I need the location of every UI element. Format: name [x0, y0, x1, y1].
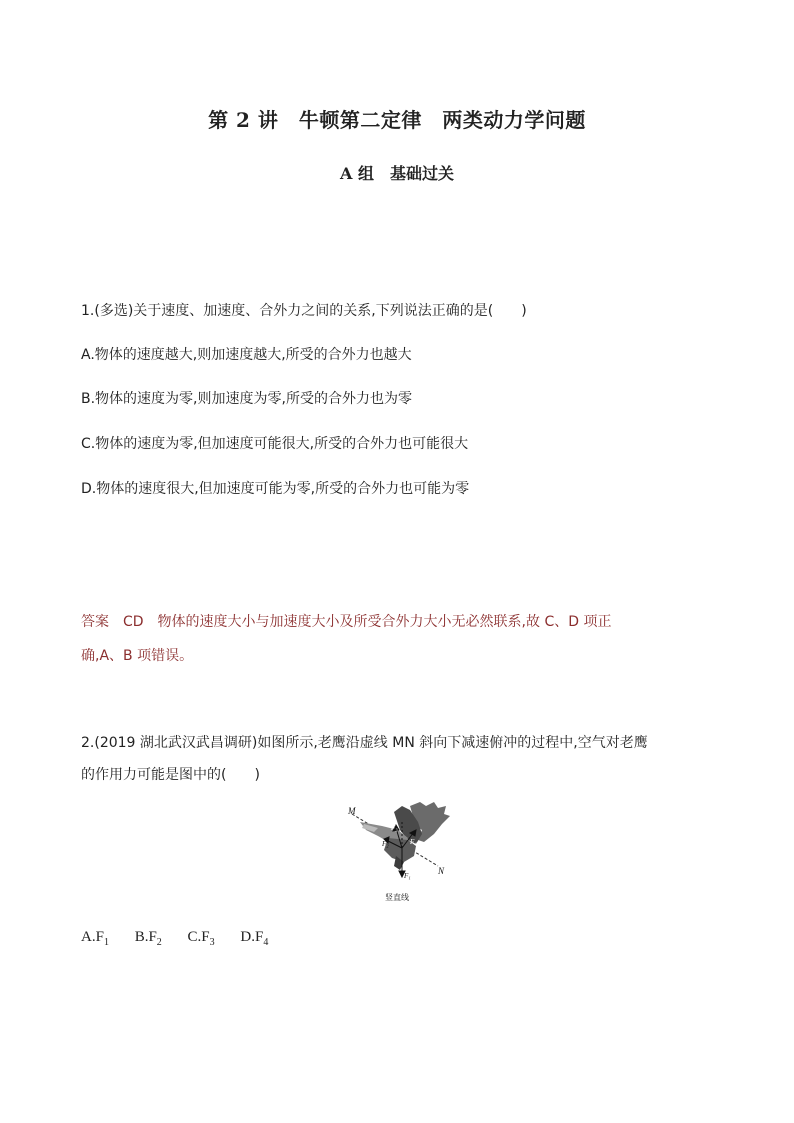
question-1-option-a: A.物体的速度越大,则加速度越大,所受的合外力也越大 — [81, 347, 412, 363]
choice-a: $A.F_1$ — [81, 929, 109, 948]
question-2-stem: 2.(2019 湖北武汉武昌调研)如图所示,老鹰沿虚线 MN 斜向下减速俯冲的过程中,空气对老鹰 — [81, 735, 648, 751]
question-1-option-b: B.物体的速度为零,则加速度为零,所受的合外力也为零 — [81, 391, 412, 407]
question-1-option-c: C.物体的速度为零,但加速度可能很大,所受的合外力也可能很大 — [81, 436, 469, 452]
choice-c: $C.F_3$ — [187, 929, 215, 948]
label-f1: F₁ — [404, 872, 411, 880]
question-2-choices — [81, 928, 290, 952]
question-2-stem-continued: 的作用力可能是图中的( ) — [81, 767, 260, 783]
choice-b: $B.F_2$ — [134, 929, 162, 948]
eagle-illustration — [360, 802, 450, 870]
question-1-option-d: D.物体的速度很大,但加速度可能为零,所受的合外力也可能为零 — [81, 481, 470, 497]
label-f3: F₃ — [391, 824, 398, 832]
question-1-answer: 答案 CD 物体的速度大小与加速度大小及所受合外力大小无必然联系,故 C、D 项正 — [81, 614, 612, 630]
vertical-line-caption: 竖直线 — [385, 893, 409, 902]
page-title: 第 2 讲 牛顿第二定律 两类动力学问题 — [208, 108, 586, 132]
label-m: M — [348, 806, 356, 816]
eagle-diagram-svg — [338, 800, 460, 904]
section-title: A 组 基础过关 — [340, 164, 454, 183]
label-f2: F₂ — [382, 840, 389, 848]
choice-d: $D.F_4$ — [240, 929, 269, 948]
eagle-force-diagram — [338, 800, 460, 904]
question-1-stem: 1.(多选)关于速度、加速度、合外力之间的关系,下列说法正确的是( ) — [81, 303, 527, 319]
label-n: N — [438, 866, 445, 876]
label-f4: F₄ — [410, 838, 417, 846]
question-1-answer-continued: 确,A、B 项错误。 — [81, 648, 194, 664]
